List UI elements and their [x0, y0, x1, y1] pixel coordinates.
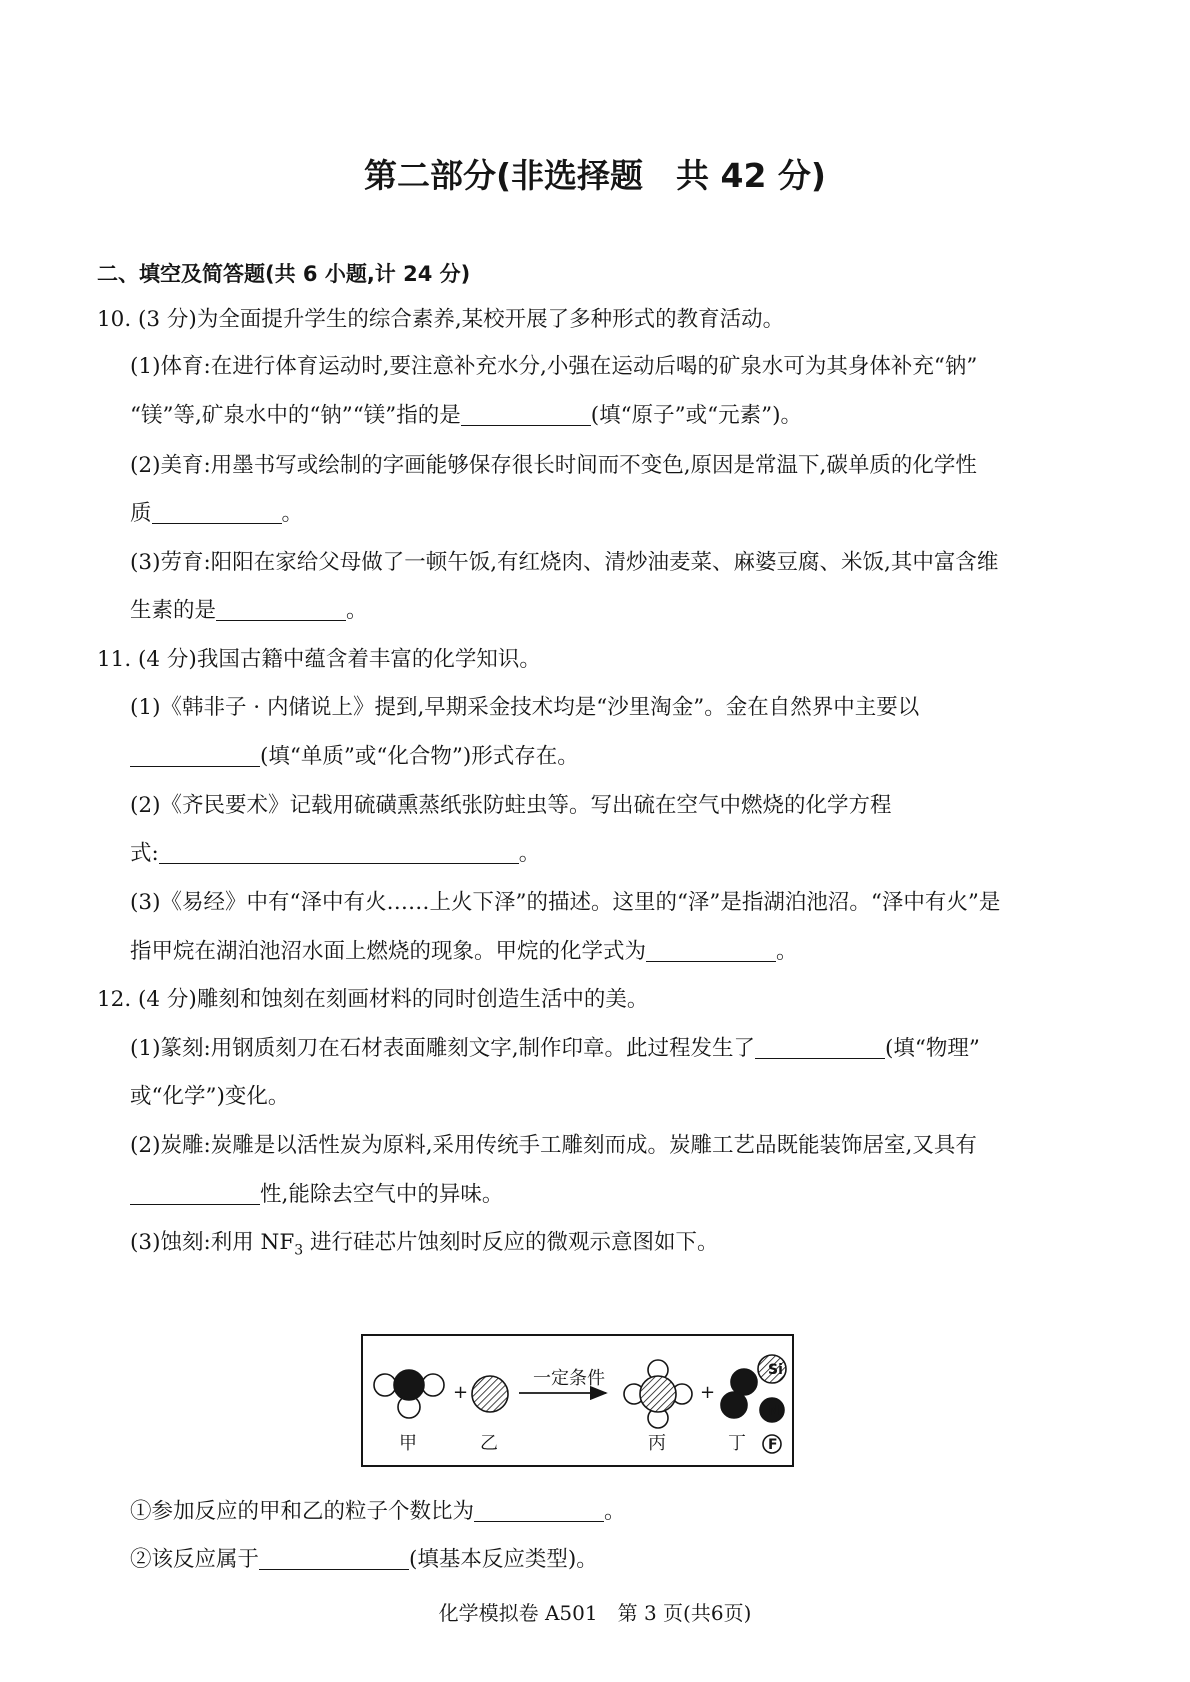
molecule-ding: [721, 1369, 757, 1418]
label-ding: 丁: [728, 1433, 746, 1454]
question-12-stem: 12. (4 分)雕刻和蚀刻在刻画材料的同时创造生活中的美。: [97, 987, 649, 1012]
page-title: 第二部分(非选择题 共 42 分): [363, 156, 827, 195]
question-10-stem: 10. (3 分)为全面提升学生的综合素养,某校开展了多种形式的教育活动。: [97, 307, 785, 332]
answer-blank[interactable]: [755, 1036, 885, 1059]
page-footer: 化学模拟卷 A501 第 3 页(共6页): [438, 1601, 752, 1625]
reaction-diagram-svg: [363, 1336, 792, 1465]
answer-blank[interactable]: [461, 403, 591, 426]
question-12-sub-2: ②该反应属于 (填基本反应类型)。: [130, 1547, 598, 1572]
molecule-bing: [624, 1360, 692, 1428]
answer-blank[interactable]: [474, 1499, 604, 1522]
question-11-part-3-cont: 指甲烷在湖泊池沼水面上燃烧的现象。甲烷的化学式为 。: [130, 939, 798, 964]
answer-blank[interactable]: [259, 1547, 409, 1570]
question-11-part-3: (3)《易经》中有“泽中有火……上火下泽”的描述。这里的“泽”是指湖泊池沼。“泽中有火”是: [130, 890, 1001, 915]
legend-f-label: F: [768, 1437, 778, 1453]
question-10-part-2: (2)美育:用墨书写或绘制的字画能够保存很长时间而不变色,原因是常温下,碳单质的化学性: [130, 453, 977, 478]
label-bing: 丙: [648, 1433, 666, 1454]
legend-n-label: N: [768, 1403, 780, 1419]
question-10-part-3-cont: 生素的是 。: [130, 598, 368, 623]
plus-sign-2: +: [700, 1382, 716, 1403]
answer-blank[interactable]: [159, 841, 519, 864]
molecule-jia: [374, 1370, 444, 1418]
answer-blank[interactable]: [646, 939, 776, 962]
answer-blank[interactable]: [216, 598, 346, 621]
question-11-stem: 11. (4 分)我国古籍中蕴含着丰富的化学知识。: [97, 647, 541, 672]
question-12-part-2-cont: 性,能除去空气中的异味。: [130, 1181, 503, 1209]
question-12-part-1: (1)篆刻:用钢质刻刀在石材表面雕刻文字,制作印章。此过程发生了 (填“物理”: [130, 1036, 980, 1061]
label-jia: 甲: [399, 1433, 417, 1454]
question-10-part-3: (3)劳育:阳阳在家给父母做了一顿午饭,有红烧肉、清炒油麦菜、麻婆豆腐、米饭,其中富含维: [130, 550, 999, 575]
question-12-part-3: (3)蚀刻:利用 $NF_3$ 进行硅芯片蚀刻时反应的微观示意图如下。: [130, 1230, 719, 1259]
answer-blank[interactable]: [130, 744, 260, 767]
label-yi: 乙: [480, 1433, 498, 1454]
molecule-yi: [472, 1376, 508, 1412]
question-12-sub-1: ①参加反应的甲和乙的粒子个数比为 。: [130, 1499, 626, 1524]
question-11-part-2-cont: 式: 。: [130, 841, 541, 866]
answer-blank[interactable]: [152, 501, 282, 524]
legend-si-label: Si: [768, 1362, 783, 1378]
question-10-part-1-cont: “镁”等,矿泉水中的“钠”“镁”指的是 (填“原子”或“元素”)。: [130, 403, 803, 428]
question-12-part-1-cont: 或“化学”)变化。: [130, 1084, 290, 1109]
question-11-part-1-cont: (填“单质”或“化合物”)形式存在。: [130, 743, 579, 771]
question-10-part-1: (1)体育:在进行体育运动时,要注意补充水分,小强在运动后喝的矿泉水可为其身体补充“钠”: [130, 354, 978, 379]
reaction-diagram: [361, 1334, 794, 1467]
reaction-condition: 一定条件: [533, 1368, 605, 1389]
question-11-part-2: (2)《齐民要术》记载用硫磺熏蒸纸张防蛀虫等。写出硫在空气中燃烧的化学方程: [130, 793, 892, 818]
question-12-part-2: (2)炭雕:炭雕是以活性炭为原料,采用传统手工雕刻而成。炭雕工艺品既能装饰居室,又具有: [130, 1133, 977, 1158]
plus-sign-1: +: [453, 1382, 469, 1403]
section-heading: 二、填空及简答题(共 6 小题,计 24 分): [97, 262, 471, 286]
question-11-part-1: (1)《韩非子 · 内储说上》提到,早期采金技术均是“沙里淘金”。金在自然界中主要以: [130, 695, 920, 720]
question-10-part-2-cont: 质 。: [130, 501, 304, 526]
answer-blank[interactable]: [130, 1182, 260, 1205]
